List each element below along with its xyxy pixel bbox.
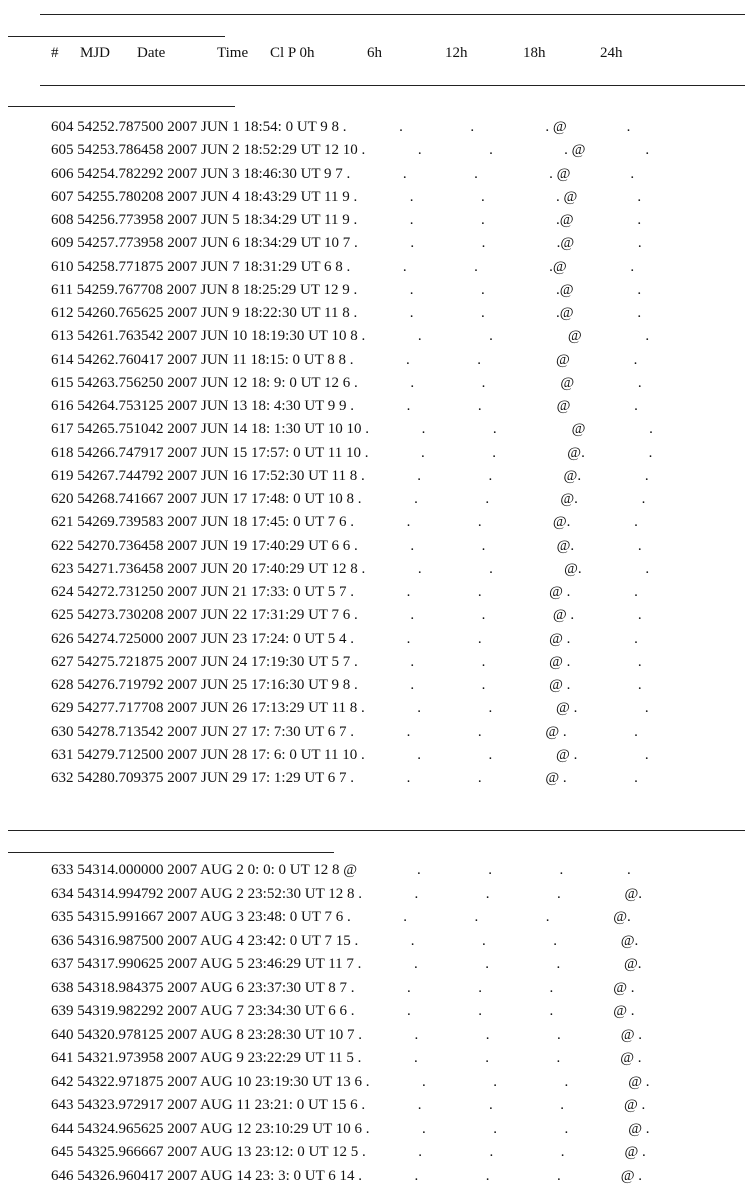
row-text: 632 54280.709375 2007 JUN 29 17: 1:29 UT 6 7 . (51, 770, 355, 786)
row-time-plot: . . . @. (361, 885, 643, 902)
table-row (51, 1094, 650, 1118)
row-text: 627 54275.721875 2007 JUN 24 17:19:30 UT 5 7 . (51, 653, 358, 670)
table-row (51, 279, 653, 302)
row-time-plot: . . @ . (369, 421, 653, 438)
row-text: 631 54279.712500 2007 JUN 28 17: 6: 0 UT 11 10 . (51, 746, 365, 763)
row-text: 626 54274.725000 2007 JUN 23 17:24: 0 UT 5 4 . (51, 630, 355, 647)
table-row (51, 859, 650, 883)
col-6h: 6h (367, 45, 382, 61)
table-row (51, 163, 653, 186)
table-row (51, 767, 653, 790)
table-row (51, 232, 653, 255)
table-row (51, 535, 653, 558)
row-time-plot: . . @. . (365, 560, 650, 577)
col-date: Date (137, 45, 166, 61)
section-august (51, 859, 650, 1188)
row-text: 646 54326.960417 2007 AUG 14 23: 3: 0 UT 6 14 . (51, 1167, 362, 1184)
row-time-plot: . . . @ . (357, 188, 642, 205)
row-time-plot: . . @ . . (354, 723, 638, 740)
header-rule (40, 85, 745, 86)
row-time-plot: . . . @ . (361, 1026, 643, 1043)
col-24h: 24h (600, 45, 623, 61)
table-row (51, 395, 653, 418)
section-rule (8, 830, 745, 831)
table-row (51, 651, 653, 674)
row-text: 640 54320.978125 2007 AUG 8 23:28:30 UT 10 7 . (51, 1026, 362, 1043)
row-time-plot: . . @. . (361, 491, 646, 507)
row-text: 614 54262.760417 2007 JUN 11 18:15: 0 UT 8 8 . (51, 351, 354, 368)
row-text: 613 54261.763542 2007 JUN 10 18:19:30 UT 10 8 . (51, 328, 366, 345)
row-time-plot: . . @ . . (354, 630, 638, 647)
row-time-plot: . . . @. (358, 932, 639, 949)
row-text: 638 54318.984375 2007 AUG 6 23:37:30 UT 8 7 . (51, 979, 355, 996)
row-text: 625 54273.730208 2007 JUN 22 17:31:29 UT 7 6 . (51, 607, 358, 624)
row-text: 618 54266.747917 2007 JUN 15 17:57: 0 UT 11 10 . (51, 444, 369, 461)
table-row (51, 349, 653, 372)
row-text: 623 54271.736458 2007 JUN 20 17:40:29 UT 12 8 . (51, 560, 366, 577)
row-time-plot: . . @. . (364, 467, 649, 484)
row-time-plot: . . .@ . (357, 281, 642, 298)
row-text: 634 54314.994792 2007 AUG 2 23:52:30 UT 12 8 . (51, 885, 362, 902)
row-time-plot: . . . @ . (346, 119, 631, 135)
col-num: # (51, 45, 59, 61)
row-text: 637 54317.990625 2007 AUG 5 23:46:29 UT 11 7 . (51, 956, 362, 972)
row-text: 606 54254.782292 2007 JUN 3 18:46:30 UT 9 7 . (51, 165, 351, 182)
row-text: 636 54316.987500 2007 AUG 4 23:42: 0 UT 7 15 . (51, 932, 359, 949)
table-row (51, 209, 653, 232)
table-row (51, 558, 653, 581)
header-rule-short (8, 106, 235, 107)
table-row (51, 1047, 650, 1071)
row-time-plot: . . .@ . (357, 212, 642, 228)
row-time-plot: . . @. . (357, 537, 642, 554)
table-row (51, 488, 653, 511)
row-time-plot: . . @. . (368, 444, 653, 461)
table-row (51, 674, 653, 697)
top-rule (40, 14, 745, 15)
table-row (51, 953, 650, 977)
table-row (51, 116, 653, 139)
row-time-plot: . . . @ . (369, 1073, 650, 1090)
row-text: 617 54265.751042 2007 JUN 14 18: 1:30 UT 10 10 . (51, 421, 370, 438)
col-time: Time (217, 45, 249, 61)
table-row (51, 1165, 650, 1189)
row-time-plot: . . @. . (354, 514, 638, 531)
row-text: 610 54258.771875 2007 JUN 7 18:31:29 UT 6 8 . (51, 258, 351, 275)
row-text: 628 54276.719792 2007 JUN 25 17:16:30 UT 9 8 . (51, 677, 358, 693)
row-time-plot: . . . @ . (361, 1050, 642, 1066)
row-text: 630 54278.713542 2007 JUN 27 17: 7:30 UT 6 7 . (51, 723, 355, 740)
row-time-plot: . . .@ . (350, 258, 635, 275)
table-row (51, 1118, 650, 1142)
row-text: 643 54323.972917 2007 AUG 11 23:21: 0 UT 15 6 . (51, 1097, 366, 1113)
top-rule-short (8, 36, 225, 37)
row-text: 611 54259.767708 2007 JUN 8 18:25:29 UT 12 9 . (51, 281, 358, 298)
row-text: 644 54324.965625 2007 AUG 12 23:10:29 UT 10 6 . (51, 1120, 370, 1137)
row-text: 605 54253.786458 2007 JUN 2 18:52:29 UT 12 10 . (51, 142, 366, 159)
row-text: 604 54252.787500 2007 JUN 1 18:54: 0 UT 9 8 . (51, 119, 347, 135)
row-text: 645 54325.966667 2007 AUG 13 23:12: 0 UT 12 5 . (51, 1144, 366, 1160)
row-text: 607 54255.780208 2007 JUN 4 18:43:29 UT 11 9 . (51, 188, 358, 205)
table-row (51, 977, 650, 1001)
row-text: 608 54256.773958 2007 JUN 5 18:34:29 UT 11 9 . (51, 212, 358, 228)
table-row (51, 1000, 650, 1024)
row-time-plot: . . . @ . (365, 1097, 646, 1113)
table-row (51, 442, 653, 465)
row-text: 622 54270.736458 2007 JUN 19 17:40:29 UT 6 6 . (51, 537, 358, 554)
table-row (51, 883, 650, 907)
table-row (51, 256, 653, 279)
row-time-plot: . . . @ . (369, 1120, 650, 1137)
col-mjd: MJD (80, 45, 111, 61)
row-time-plot: . . . @ . (354, 979, 635, 996)
row-time-plot: . . @ . . (364, 746, 649, 763)
col-cl-p-0h: Cl P 0h (270, 45, 315, 61)
row-time-plot: . . @ . (357, 374, 642, 391)
row-text: 620 54268.741667 2007 JUN 17 17:48: 0 UT 10 8 . (51, 491, 362, 507)
row-time-plot: . . . @. (350, 909, 631, 925)
row-time-plot: . . . @ . (361, 1167, 643, 1184)
row-time-plot: . . @ . . (357, 607, 642, 624)
row-time-plot: . . @ . (354, 398, 638, 414)
table-row (51, 721, 653, 744)
table-row (51, 302, 653, 325)
table-row (51, 906, 650, 930)
section-june (51, 116, 653, 790)
table-row (51, 1071, 650, 1095)
row-text: 621 54269.739583 2007 JUN 18 17:45: 0 UT 7 6 . (51, 514, 355, 531)
table-row (51, 511, 653, 534)
table-row (51, 604, 653, 627)
row-text: 612 54260.765625 2007 JUN 9 18:22:30 UT 11 8 . (51, 305, 358, 321)
section-rule-short (8, 852, 334, 853)
row-text: 639 54319.982292 2007 AUG 7 23:34:30 UT 6 6 . (51, 1003, 355, 1019)
row-time-plot: . . . @ . (365, 1144, 646, 1160)
row-text: 633 54314.000000 2007 AUG 2 0: 0: 0 UT 12 8 @ (51, 862, 358, 878)
row-time-plot: . . @ . (353, 351, 638, 368)
row-time-plot: . . .@ . (357, 235, 642, 252)
row-time-plot: . . @ . (365, 328, 650, 345)
table-row (51, 418, 653, 441)
table-row (51, 1024, 650, 1048)
table-row (51, 697, 653, 720)
table-row (51, 744, 653, 767)
row-time-plot: . . . . (357, 862, 631, 878)
row-time-plot: . . @ . . (354, 584, 638, 600)
row-text: 619 54267.744792 2007 JUN 16 17:52:30 UT 11 8 . (51, 467, 365, 484)
col-12h: 12h (445, 45, 468, 61)
row-time-plot: . . @ . . (357, 653, 642, 670)
row-time-plot: . . @ . . (354, 770, 638, 786)
row-text: 616 54264.753125 2007 JUN 13 18: 4:30 UT 9 9 . (51, 398, 355, 414)
row-time-plot: . . . @ . (350, 165, 635, 182)
table-row (51, 186, 653, 209)
table-row (51, 325, 653, 348)
row-time-plot: . . . @ . (354, 1003, 635, 1019)
row-text: 609 54257.773958 2007 JUN 6 18:34:29 UT 10 7 . (51, 235, 358, 252)
row-time-plot: . . . @. (361, 956, 642, 972)
table-row (51, 372, 653, 395)
table-row (51, 930, 650, 954)
row-time-plot: . . @ . . (364, 700, 649, 717)
table-row (51, 465, 653, 488)
row-text: 629 54277.717708 2007 JUN 26 17:13:29 UT 11 8 . (51, 700, 365, 717)
row-text: 642 54322.971875 2007 AUG 10 23:19:30 UT 13 6 . (51, 1073, 370, 1090)
row-time-plot: . . @ . . (357, 677, 642, 693)
row-time-plot: . . . @ . (365, 142, 650, 159)
table-row (51, 139, 653, 162)
table-row (51, 628, 653, 651)
row-text: 624 54272.731250 2007 JUN 21 17:33: 0 UT 5 7 . (51, 584, 355, 600)
row-time-plot: . . .@ . (357, 305, 642, 321)
col-18h: 18h (523, 45, 546, 61)
row-text: 635 54315.991667 2007 AUG 3 23:48: 0 UT 7 6 . (51, 909, 351, 925)
row-text: 641 54321.973958 2007 AUG 9 23:22:29 UT 11 5 . (51, 1050, 362, 1066)
table-row (51, 1141, 650, 1165)
row-text: 615 54263.756250 2007 JUN 12 18: 9: 0 UT 12 6 . (51, 374, 358, 391)
table-row (51, 581, 653, 604)
